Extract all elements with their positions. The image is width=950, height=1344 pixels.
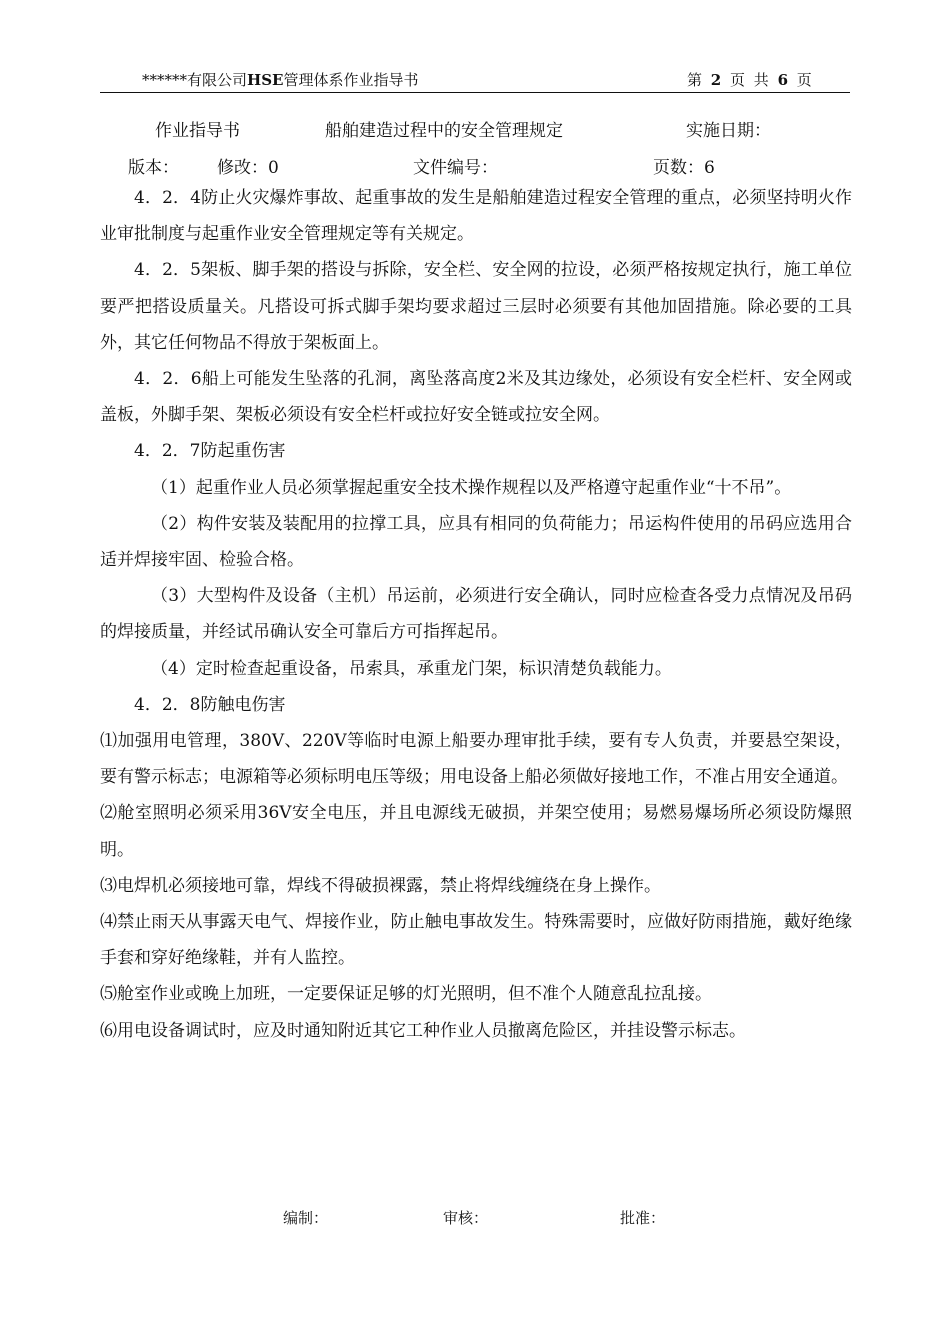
- lifting-item-1: （1）起重作业人员必须掌握起重安全技术操作规程以及严格遵守起重作业“十不吊”。: [151, 477, 792, 498]
- electric-item-5: ⑸舱室作业或晚上加班，一定要保证足够的灯光照明，但不准个人随意乱拉乱接。: [100, 984, 712, 1005]
- electric-item-4: ⑷禁止雨天从事露天电气、焊接作业，防止触电事故发生。特殊需要时，应做好防雨措施，戴好绝缘手套和穿好绝缘鞋，并有人监控。: [100, 912, 852, 969]
- page-count-label: 页数：6: [653, 158, 715, 178]
- header-company: ******有限公司HSE管理体系作业指导书: [142, 71, 419, 89]
- doc-title: 船舶建造过程中的安全管理规定: [325, 121, 563, 141]
- prepared-by-label: 编制：: [283, 1209, 329, 1227]
- page-header: [100, 66, 850, 92]
- approved-by-label: 批准：: [620, 1209, 666, 1227]
- paragraph-4-2-6: 4．2．6船上可能发生坠落的孔洞，离坠落高度2米及其边缘处，必须设有安全栏杆、安全网或盖板，外脚手架、架板必须设有安全栏杆或拉好安全链或拉安全网。: [100, 369, 852, 426]
- reviewed-by-label: 审核：: [443, 1209, 489, 1227]
- revision-label: 修改：0: [217, 158, 279, 178]
- implementation-date-label: 实施日期：: [686, 121, 771, 141]
- electric-item-1: ⑴加强用电管理，380V、220V等临时电源上船要办理审批手续，要有专人负责，并要悬空架设，要有警示标志；电源箱等必须标明电压等级；用电设备上船必须做好接地工作，不准占用安全通道。: [100, 731, 852, 788]
- lifting-item-3: （3）大型构件及设备（主机）吊运前，必须进行安全确认，同时应检查各受力点情况及吊码的焊接质量，并经试吊确认安全可靠后方可指挥起吊。: [100, 586, 852, 643]
- electric-item-2: ⑵舱室照明必须采用36V安全电压，并且电源线无破损，并架空使用；易燃易爆场所必须设防爆照明。: [100, 803, 852, 860]
- header-page-info: 第 2 页 共 6 页: [687, 71, 812, 89]
- doc-type-label: 作业指导书: [155, 121, 240, 141]
- lifting-item-2: （2）构件安装及装配用的拉撑工具，应具有相同的负荷能力；吊运构件使用的吊码应选用合适并焊接牢固、检验合格。: [100, 513, 852, 571]
- file-number-label: 文件编号：: [413, 158, 498, 178]
- lifting-item-4: （4）定时检查起重设备，吊索具，承重龙门架，标识清楚负载能力。: [151, 658, 672, 679]
- section-heading-4-2-7: 4．2．7防起重伤害: [134, 441, 286, 462]
- paragraph-4-2-5: 4．2．5架板、脚手架的搭设与拆除，安全栏、安全网的拉设，必须严格按规定执行，施工单位要严把搭设质量关。凡搭设可拆式脚手架均要求超过三层时必须要有其他加固措施。除必要的工具外，其它任何物品不得放于架板面上。: [100, 260, 852, 353]
- document-body: [100, 180, 852, 1049]
- electric-item-3: ⑶电焊机必须接地可靠，焊线不得破损裸露，禁止将焊线缠绕在身上操作。: [100, 875, 661, 896]
- section-heading-4-2-8: 4．2．8防触电伤害: [134, 694, 286, 715]
- paragraph-4-2-4: 4．2．4防止火灾爆炸事故、起重事故的发生是船舶建造过程安全管理的重点，必须坚持明火作业审批制度与起重作业安全管理规定等有关规定。: [100, 188, 852, 245]
- version-label: 版本：: [128, 158, 179, 178]
- header-divider: [100, 92, 850, 93]
- electric-item-6: ⑹用电设备调试时，应及时通知附近其它工种作业人员撤离危险区，并挂设警示标志。: [100, 1020, 746, 1041]
